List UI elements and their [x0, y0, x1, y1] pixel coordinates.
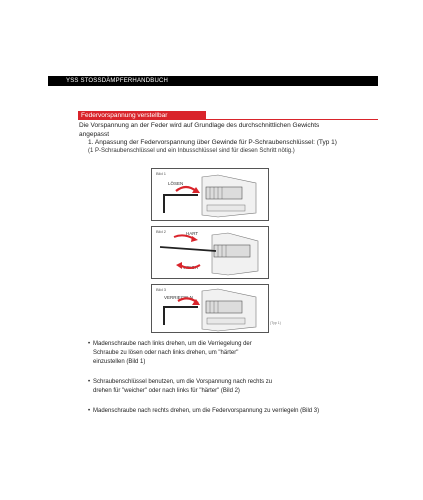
instruction-list — [88, 340, 388, 427]
figure-2 — [151, 226, 269, 279]
list-item-line: Schraubenschlüssel benutzen, um die Vorspannung nach rechts zu — [93, 379, 273, 385]
list-item-line: Madenschraube nach rechts drehen, um die Federvorspannung zu verriegeln (Bild 3) — [93, 408, 320, 414]
list-item-line: einzustellen (Bild 1) — [93, 359, 146, 365]
section-divider — [78, 119, 378, 120]
figure-3-text: VERRIEGELN — [164, 295, 194, 300]
list-item: • Schraubenschlüssel benutzen, um die Vorspannung nach rechts zu drehen für "weicher" oder nach links für "härter" (Bild 2) — [88, 378, 388, 396]
figure-1 — [151, 168, 269, 221]
intro-line-1: Die Vorspannung an der Feder wird auf Grundlage des durchschnittlichen Gewichts — [79, 122, 320, 129]
list-item-line: Madenschraube nach links drehen, um die Verriegelung der — [93, 341, 252, 347]
manual-title: YSS STOSSDÄMPFERHANDBUCH — [66, 78, 169, 84]
figure-3 — [151, 284, 269, 333]
list-item: • Madenschraube nach links drehen, um die Verriegelung der Schraube zu lösen oder nach links drehen, um "härter" einzustellen (Bild 1) — [88, 340, 388, 367]
manual-header-bar — [48, 76, 378, 86]
figure-2-illustration — [152, 227, 268, 278]
figure-3-caption: (Typ 1) — [270, 321, 281, 325]
figure-2-text-top: HART — [186, 231, 199, 236]
figure-1-illustration — [152, 169, 268, 220]
figure-3-illustration — [152, 285, 268, 332]
figure-3-label: Bild 3 — [156, 287, 167, 292]
step-1-heading: 1. Anpassung der Federvorspannung über Gewinde für P-Schraubenschlüssel: (Typ 1) — [88, 139, 337, 146]
step-1-note: (1 P-Schraubenschlüssel und ein Inbusschlüssel sind für diesen Schritt nötig.) — [88, 148, 295, 154]
figure-2-label: Bild 2 — [156, 229, 167, 234]
intro-line-2: angepasst — [79, 131, 109, 138]
section-title: Federvorspannung verstellbar — [78, 111, 206, 120]
list-item-line: drehen für "weicher" oder nach links für "härter" (Bild 2) — [93, 388, 240, 394]
figure-1-label: Bild 1 — [156, 171, 167, 176]
figure-2-text-bottom: WEICH — [183, 265, 198, 270]
list-item: • Madenschraube nach rechts drehen, um die Federvorspannung zu verriegeln (Bild 3) — [88, 407, 388, 416]
figure-1-text: LÖSEN — [168, 181, 184, 186]
list-item-line: Schraube zu lösen oder nach links drehen, um "härter" — [93, 350, 239, 356]
intro-text — [79, 121, 369, 139]
